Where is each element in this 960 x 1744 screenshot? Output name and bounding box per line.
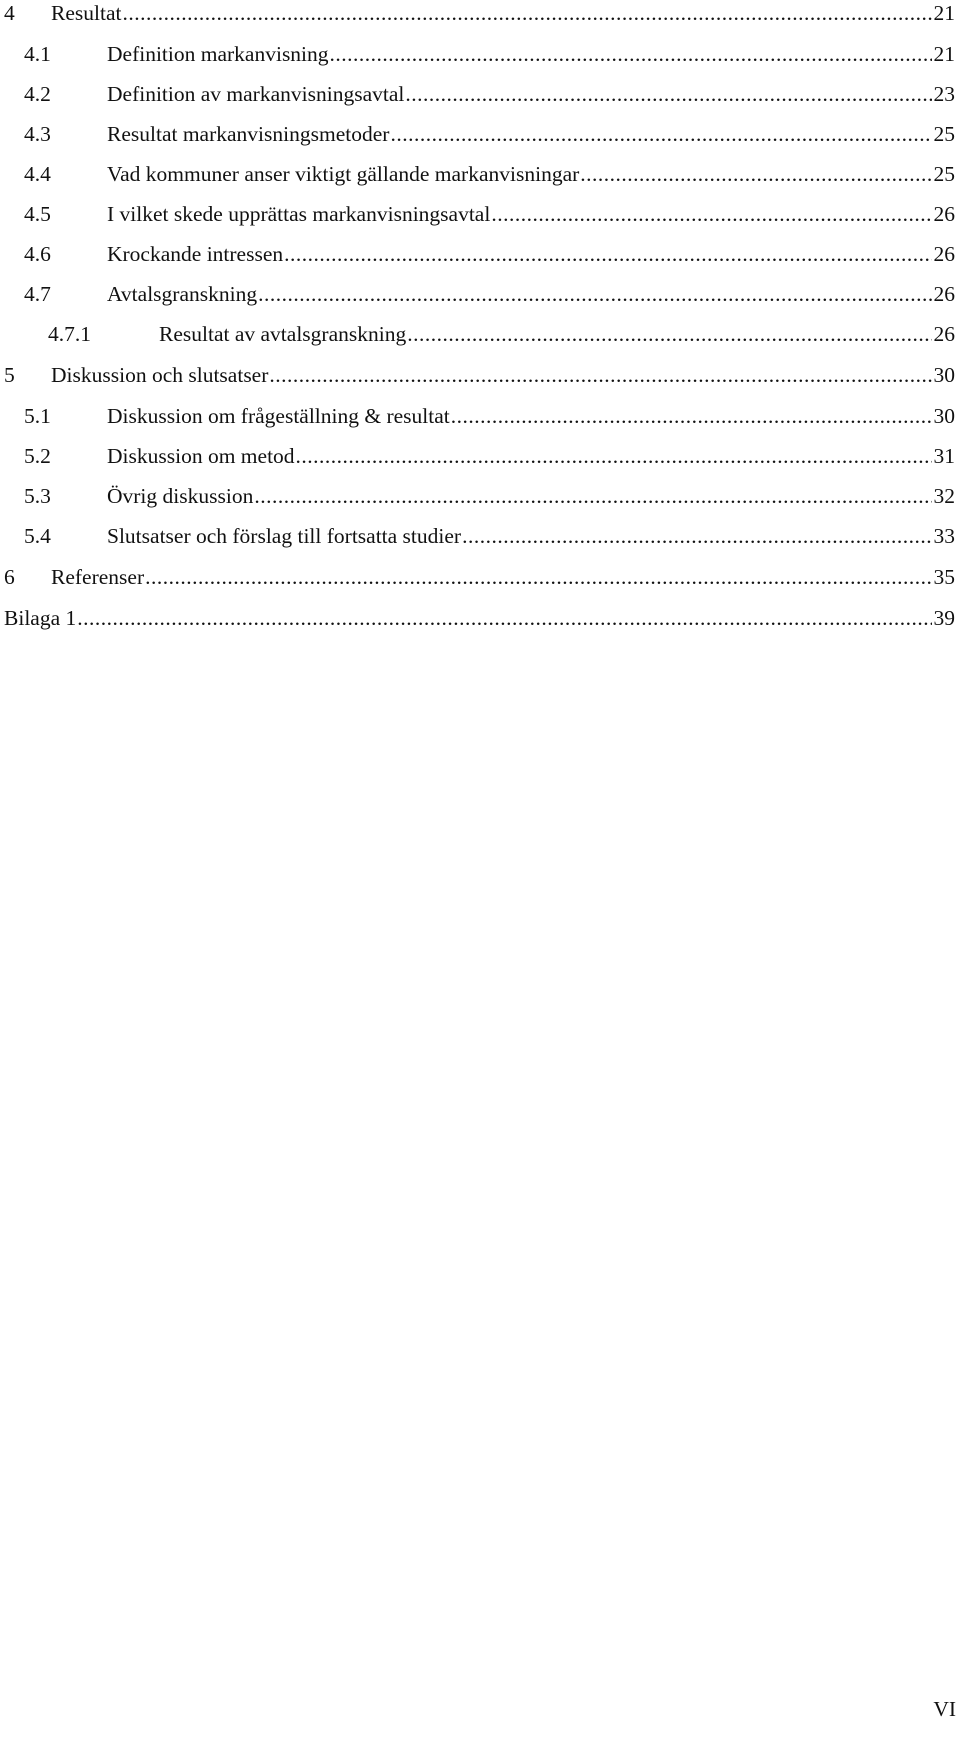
- toc-entry-page: 35: [933, 565, 955, 589]
- toc-dot-leader: [296, 439, 932, 473]
- toc-entry-title: Diskussion och slutsatser: [51, 363, 269, 387]
- toc-entry-5-2[interactable]: [0, 439, 955, 473]
- toc-dot-leader: [580, 157, 931, 191]
- toc-entry-title: Övrig diskussion: [107, 484, 254, 508]
- toc-dot-leader: [145, 560, 931, 594]
- toc-entry-title: Definition markanvisning: [107, 42, 329, 66]
- toc-entry-page: 21: [933, 42, 955, 66]
- toc-entry-title: Bilaga 1: [4, 606, 77, 630]
- toc-entry-number: 4.6: [24, 242, 51, 266]
- toc-dot-leader: [462, 519, 931, 553]
- toc-entry-4-6[interactable]: [0, 237, 955, 271]
- toc-entry-title: Slutsatser och förslag till fortsatta studier: [107, 524, 462, 548]
- toc-dot-leader: [330, 37, 932, 71]
- toc-entry-title: Avtalsgranskning: [107, 282, 258, 306]
- toc-entry-title: Resultat av avtalsgranskning: [159, 322, 407, 346]
- toc-dot-leader: [405, 77, 931, 111]
- toc-entry-number: 4.7.1: [48, 322, 91, 346]
- toc-entry-title: Definition av markanvisningsavtal: [107, 82, 405, 106]
- toc-entry-5-3[interactable]: [0, 479, 955, 513]
- toc-entry-number: 4.5: [24, 202, 51, 226]
- toc-entry-5-4[interactable]: [0, 519, 955, 553]
- toc-entry-4-3[interactable]: [0, 117, 955, 151]
- toc-dot-leader: [77, 601, 931, 635]
- toc-dot-leader: [254, 479, 931, 513]
- toc-entry-4-4[interactable]: [0, 157, 955, 191]
- toc-entry-number: 5.2: [24, 444, 51, 468]
- toc-entry-page: 26: [933, 242, 955, 266]
- toc-entry-4-7[interactable]: [0, 277, 955, 311]
- toc-entry-number: 4: [4, 1, 15, 25]
- toc-entry-number: 4.3: [24, 122, 51, 146]
- toc-entry-page: 21: [933, 1, 955, 25]
- toc-entry-4-5[interactable]: [0, 197, 955, 231]
- toc-entry-number: 5.4: [24, 524, 51, 548]
- toc-entry-page: 31: [933, 444, 955, 468]
- toc-entry-number: 4.4: [24, 162, 51, 186]
- toc-dot-leader: [284, 237, 931, 271]
- toc-entry-page: 26: [933, 322, 955, 346]
- toc-entry-bilaga-1[interactable]: [0, 601, 955, 635]
- toc-entry-page: 30: [933, 363, 955, 387]
- toc-entry-title: Diskussion om frågeställning & resultat: [107, 404, 450, 428]
- toc-entry-page: 23: [933, 82, 955, 106]
- toc-entry-4[interactable]: [0, 0, 955, 30]
- toc-entry-number: 4.1: [24, 42, 51, 66]
- toc-entry-4-2[interactable]: [0, 77, 955, 111]
- toc-entry-number: 4.2: [24, 82, 51, 106]
- toc-entry-4-7-1[interactable]: [0, 317, 955, 351]
- toc-entry-title: Resultat markanvisningsmetoder: [107, 122, 390, 146]
- toc-dot-leader: [258, 277, 931, 311]
- toc-entry-5[interactable]: [0, 358, 955, 392]
- toc-entry-title: Diskussion om metod: [107, 444, 295, 468]
- toc-entry-title: Resultat: [51, 1, 122, 25]
- toc-entry-page: 32: [933, 484, 955, 508]
- toc-entry-page: 26: [933, 282, 955, 306]
- toc-entry-title: Krockande intressen: [107, 242, 284, 266]
- toc-entry-page: 26: [933, 202, 955, 226]
- toc-entry-number: 5: [4, 363, 15, 387]
- toc-entry-number: 6: [4, 565, 15, 589]
- toc-dot-leader: [269, 358, 931, 392]
- toc-entry-title: Referenser: [51, 565, 145, 589]
- toc-entry-number: 4.7: [24, 282, 51, 306]
- toc-entry-5-1[interactable]: [0, 399, 955, 433]
- toc-entry-page: 39: [933, 606, 955, 630]
- toc-dot-leader: [451, 399, 932, 433]
- toc-entry-title: Vad kommuner anser viktigt gällande markanvisningar: [107, 162, 580, 186]
- page-folio: VI: [933, 1697, 956, 1721]
- toc-entry-title: I vilket skede upprättas markanvisningsavtal: [107, 202, 491, 226]
- toc-dot-leader: [122, 0, 931, 30]
- toc-dot-leader: [390, 117, 931, 151]
- toc-entry-number: 5.3: [24, 484, 51, 508]
- toc-entry-page: 33: [933, 524, 955, 548]
- toc-entry-page: 25: [933, 122, 955, 146]
- toc-dot-leader: [407, 317, 931, 351]
- toc-entry-page: 30: [933, 404, 955, 428]
- toc-dot-leader: [491, 197, 931, 231]
- toc-entry-6[interactable]: [0, 560, 955, 594]
- toc-entry-number: 5.1: [24, 404, 51, 428]
- toc-entry-page: 25: [933, 162, 955, 186]
- toc-entry-4-1[interactable]: [0, 37, 955, 71]
